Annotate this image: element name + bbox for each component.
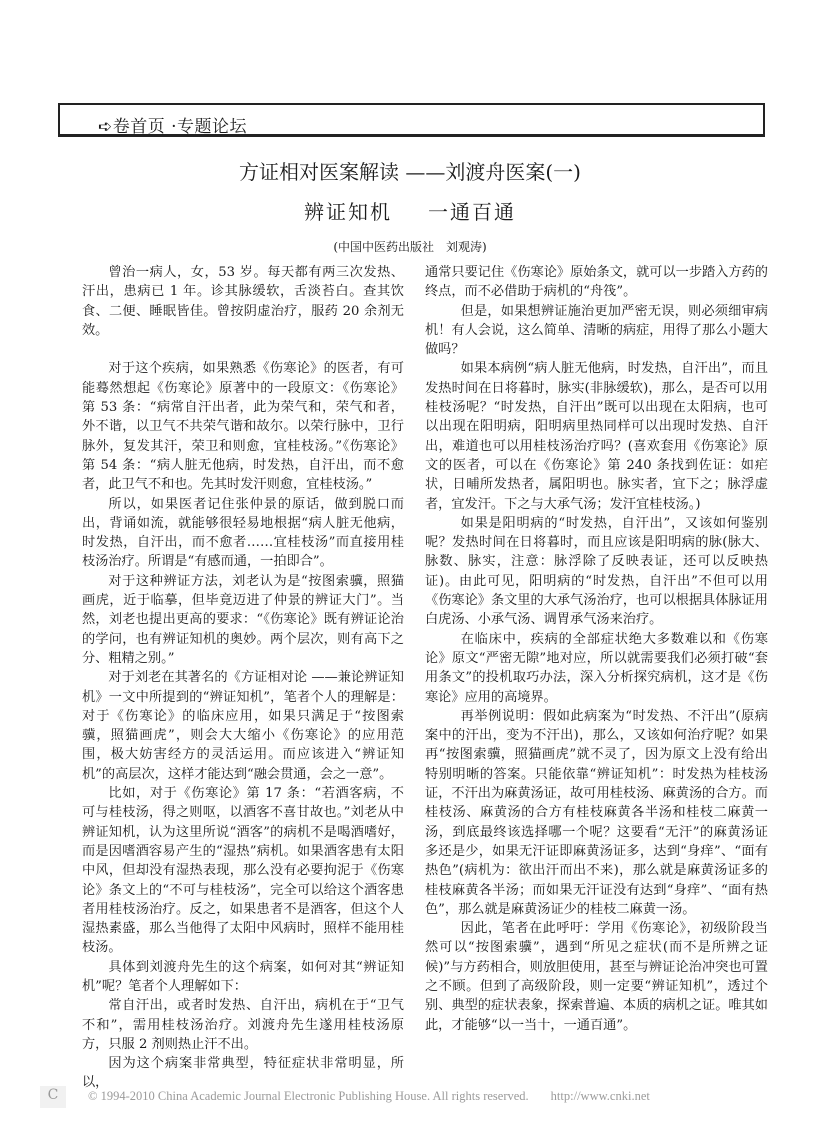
section-label: ➪卷首页 ·专题论坛 (98, 117, 248, 137)
paragraph: 常自汗出，或者时发热、自汗出，病机在于“卫气不和”，需用桂枝汤治疗。刘渡舟先生遂用桂枝汤原方，只服 2 剂则热止汗不出。 (82, 998, 404, 1052)
paragraph: 再举例说明：假如此病案为“时发热、不汗出”(原病案中的汗出，变为不汗出)，那么，又该如何治疗呢？如果再“按图索骥，照猫画虎”就不灵了，因为原文上没有给出特别明晰的答案。只能依靠“辨证知机”：时发热为桂枝汤证，不汗出为麻黄汤证，故可用桂枝汤、麻黄汤的合方。而桂枝汤、麻黄汤的合方有桂枝麻黄各半汤和桂枝二麻黄一汤，到底最终该选择哪一个呢？这要看“无汗”的麻黄汤证多还是少，如果无汗证即麻黄汤证多，达到“身痒”、“面有热色”(病机为：欲出汗而出不来)，那么就是麻黄汤证多的桂枝麻黄各半汤；而如果无汗证没有达到“身痒”、“面有热色”，那么就是麻黄汤证少的桂枝二麻黄一汤。 (425, 708, 768, 917)
paragraph: 如果本病例“病人脏无他病，时发热，自汗出”，而且发热时间在日将暮时，脉实(非脉缓软)，那么，是否可以用桂枝汤呢？“时发热，自汗出”既可以出现在太阳病，也可以出现在阳明病，阳明病里热同样可以出现时发热、自汗出，难道也可以用桂枝汤治疗吗？(喜欢套用《伤寒论》原文的医者，可以在《伤寒论》第 240 条找到佐证：如疟状，日晡所发热者，属阳明也。脉实者，宜下之；脉浮虚者，宜发汗。下之与大承气汤；发汗宜桂枝汤。) (425, 361, 768, 512)
paragraph: 曾治一病人，女，53 岁。每天都有两三次发热、汗出，患病已 1 年。诊其脉缓软，舌淡苔白。查其饮食、二便、睡眠皆佳。曾按阴虚治疗，服药 20 余剂无效。 (82, 265, 404, 338)
paragraph: 通常只要记住《伤寒论》原始条文，就可以一步踏入方药的终点，而不必借助于病机的“舟筏”。 (425, 265, 768, 300)
subtitle-left: 辨证知机 (304, 200, 392, 224)
section-header-box (58, 103, 765, 137)
subtitle-right: 一通百通 (428, 200, 516, 224)
left-column (82, 263, 404, 1093)
right-column (425, 263, 768, 1035)
paragraph: 因为这个病案非常典型，特征症状非常明显，所以， (82, 1056, 404, 1091)
footer-url-link[interactable]: http://www.cnki.net (550, 1089, 650, 1103)
paragraph: 因此，笔者在此呼吁：学用《伤寒论》，初级阶段当然可以“按图索骥”，遇到“所见之症状(而不是所辨之证候)”与方药相合，则放胆使用，甚至与辨证论治冲突也可置之不顾。但到了高级阶段，则一定要“辨证知机”，透过个别、典型的症状表象，探索普遍、本质的病机之证。唯其如此，才能够“以一当十，一通百通”。 (425, 921, 768, 1033)
paragraph: 如果是阳明病的“时发热，自汗出”，又该如何鉴别呢？发热时间在日将暮时，而且应该是阳明病的脉(脉大、脉数、脉实，注意：脉浮除了反映表证，还可以反映热证)。由此可见，阳明病的“时发热，自汗出”不但可以用《伤寒论》条文里的大承气汤治疗，也可以根据具体脉证用白虎汤、小承气汤、调胃承气汤来治疗。 (425, 515, 768, 628)
paragraph: 具体到刘渡舟先生的这个病案，如何对其“辨证知机”呢？笔者个人理解如下： (82, 959, 404, 994)
paragraph: 对于刘老在其著名的《方证相对论 ——兼论辨证知机》一文中所提到的“辨证知机”，笔者个人的理解是：对于《伤寒论》的临床应用，如果只满足于“按图索骥，照猫画虎”，则会大大缩小《伤寒论》的应用范围，极大妨害经方的灵活运用。而应该进入“辨证知机”的高层次，这样才能达到“融会贯通，会之一意”。 (82, 670, 404, 782)
article-title: 方证相对医案解读 ——刘渡舟医案(一) (239, 160, 581, 184)
paragraph: 比如，对于《伤寒论》第 17 条：“若酒客病，不可与桂枝汤，得之则呕，以酒客不喜甘故也。”刘老从中辨证知机，认为这里所说“酒客”的病机不是喝酒嗜好，而是因嗜酒容易产生的“湿热”病机。如果酒客患有太阳中风，但却没有湿热表现，那么没有必要拘泥于《伤寒论》条文上的“不可与桂枝汤”，完全可以给这个酒客患者用桂枝汤治疗。反之，如果患者不是酒客，但这个人湿热素盛，那么当他得了太阳中风病时，照样不能用桂枝汤。 (82, 786, 404, 956)
article-author: (中国中医药出版社 刘观涛) (333, 240, 487, 254)
copyright-text: © 1994-2010 China Academic Journal Electronic Publishing House. All rights reserved. (88, 1089, 529, 1103)
footer (40, 1086, 780, 1108)
paragraph: 所以，如果医者记住张仲景的原话，做到脱口而出，背诵如流，就能够很轻易地根据“病人脏无他病，时发热，自汗出，而不愈者……宜桂枝汤”而直接用桂枝汤治疗。所谓是“有感而通，一拍即合”。 (82, 496, 404, 570)
paragraph: 对于这种辨证方法，刘老认为是“按图索骥，照猫画虎，近于临摹，但毕竟迈进了仲景的辨证大门”。当然，刘老也提出更高的要求：“《伤寒论》既有辨证论治的学问，也有辨证知机的奥妙。两个层次，则有高下之分、粗精之别。” (82, 573, 404, 666)
article-subtitle (0, 196, 820, 225)
paragraph: 对于这个疾病，如果熟悉《伤寒论》的医者，有可能蓦然想起《伤寒论》原著中的一段原文：《伤寒论》第 53 条：“病常自汗出者，此为荣气和，荣气和者，外不谐，以卫气不共荣气谐和故尔。以荣行脉中，卫行脉外，复发其汗，荣卫和则愈，宜桂枝汤。”《伤寒论》第 54 条：“病人脏无他病，时发热，自汗出，而不愈者，此卫气不和也。先其时发汗则愈，宜桂枝汤。” (82, 361, 404, 493)
cnki-logo-icon: C (40, 1086, 66, 1108)
paragraph: 但是，如果想辨证施治更加严密无误，则必须细审病机！有人会说，这么简单、清晰的病症，用得了那么小题大做吗？ (425, 303, 768, 358)
paragraph: 在临床中，疾病的全部症状绝大多数难以和《伤寒论》原文“严密无隙”地对应，所以就需要我们必须打破“套用条文”的投机取巧办法，深入分析探究病机，这才是《伤寒论》应用的高境界。 (425, 631, 768, 705)
